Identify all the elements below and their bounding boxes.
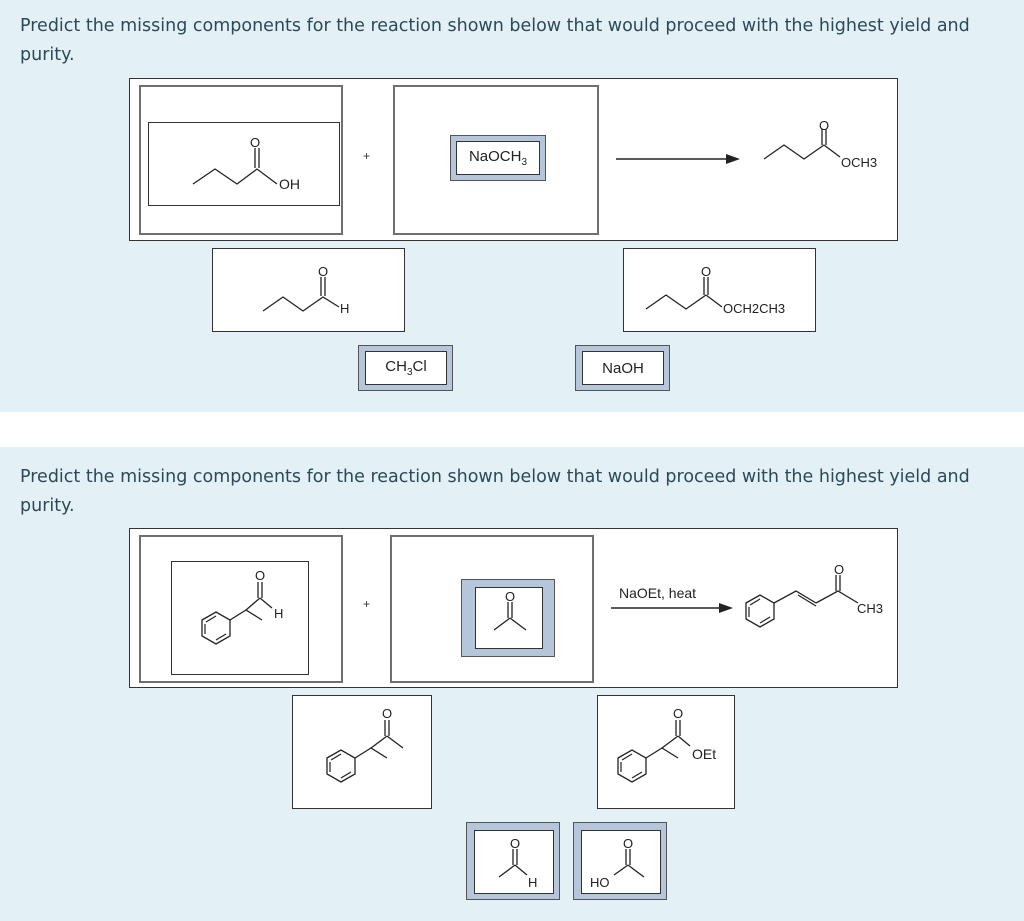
ho-label: HO <box>590 875 610 890</box>
option-acetaldehyde[interactable] <box>466 822 560 900</box>
placed-tile-naoch3[interactable] <box>450 135 546 181</box>
svg-text:O: O <box>623 836 634 851</box>
question-1-prompt: Predict the missing components for the reaction shown below that would proceed with the highest yield and purity. <box>20 16 970 65</box>
plus-sign: + <box>363 597 371 611</box>
svg-text:O: O <box>701 264 712 279</box>
product-label: OCH3 <box>841 155 878 170</box>
naoh-label: NaOH <box>602 359 644 377</box>
naoch3-label: NaOCH$_3$ <box>468 148 528 168</box>
ch3cl-label: $CH_3Cl$ <box>385 358 427 378</box>
aldehyde-structure <box>213 249 406 333</box>
svg-text:O: O <box>250 135 261 150</box>
reaction-arrow-1 <box>616 152 741 166</box>
acetaldehyde-h-label: H <box>528 875 538 890</box>
ethyl-ester-structure <box>624 249 817 333</box>
aldehyde-h-label: H <box>340 301 350 316</box>
option-ethyl-phenylacetate[interactable] <box>597 695 735 809</box>
option-ethyl-ester[interactable] <box>623 248 816 332</box>
product-methyl-ester <box>760 119 880 179</box>
product-label: CH3 <box>857 601 884 616</box>
question-2-prompt: Predict the missing components for the reaction shown below that would proceed with the highest yield and purity. <box>20 467 970 516</box>
option-naoh[interactable] <box>575 345 670 391</box>
product-enone <box>740 562 890 645</box>
placed-tile-phenylacetaldehyde[interactable] <box>171 561 309 675</box>
plus-sign: + <box>363 149 371 163</box>
question-2-panel <box>0 447 1024 921</box>
acetaldehyde-structure <box>475 831 555 895</box>
oet-label: OEt <box>692 746 717 762</box>
ethyl-phenylacetate-structure <box>598 696 736 810</box>
oh-label: OH <box>279 176 300 192</box>
ethyl-ester-label: OCH2CH3 <box>723 301 786 316</box>
svg-text:O: O <box>819 118 830 133</box>
svg-text:O: O <box>834 562 845 577</box>
reaction-area-1 <box>129 78 898 241</box>
question-1-panel <box>0 0 1024 412</box>
svg-text:O: O <box>318 264 329 279</box>
reaction-area-2 <box>129 528 898 688</box>
acetone-structure <box>476 588 544 650</box>
acetic-acid-structure <box>582 831 662 895</box>
option-aldehyde[interactable] <box>212 248 405 332</box>
svg-text:O: O <box>382 706 393 721</box>
placed-tile-carboxylic-acid[interactable] <box>148 122 340 206</box>
option-acetic-acid[interactable] <box>573 822 667 900</box>
h-label: H <box>274 606 284 621</box>
placed-tile-acetone[interactable] <box>461 579 555 657</box>
svg-text:O: O <box>505 589 516 604</box>
svg-text:O: O <box>510 836 521 851</box>
reaction-condition: NaOEt, heat <box>619 585 697 601</box>
phenylacetaldehyde-structure <box>172 562 310 676</box>
reaction-arrow-2 <box>611 601 735 615</box>
option-ch3cl[interactable] <box>358 345 453 391</box>
option-phenylacetone[interactable] <box>292 695 432 809</box>
carboxylic-acid-structure <box>149 123 341 207</box>
svg-text:O: O <box>255 568 266 583</box>
phenylacetone-structure <box>293 696 433 810</box>
svg-text:O: O <box>673 706 684 721</box>
